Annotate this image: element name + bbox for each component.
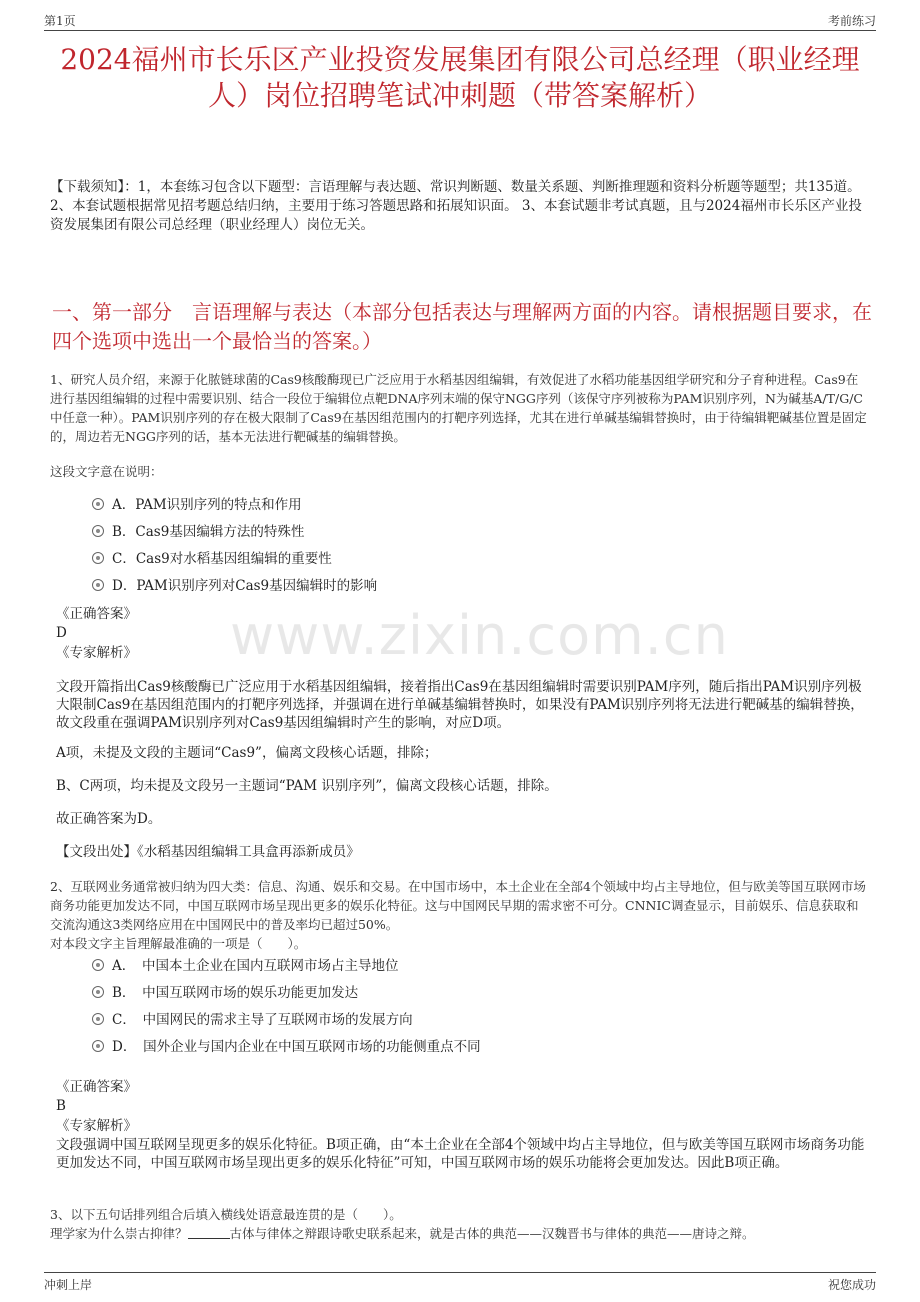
q1-option-c[interactable]: C．Cas9对水稻基因组编辑的重要性: [92, 550, 332, 568]
q1-analysis: 文段开篇指出Cas9核酸酶已广泛应用于水稻基因组编辑，接着指出Cas9在基因组编辑时需要识别PAM序列，随后指出PAM识别序列极大限制Cas9在基因组范围内的打靶序列选择，并强调在进行单碱基编辑替换时，如果没有PAM识别序列将无法进行靶碱基的编辑替换，故文段重在强调PAM识别序列对Cas9基因组编辑时产生的影响，对应D项。: [56, 679, 864, 731]
question-3-line: 理学家为什么崇古抑律？ 古体与律体之辩跟诗歌史联系起来，就是古体的典范——汉魏晋书与律体的典范——唐诗之辩。: [50, 1226, 755, 1241]
q1-answer: D: [56, 625, 67, 641]
q2-option-a[interactable]: A． 中国本土企业在国内互联网市场占主导地位: [92, 957, 399, 975]
q1-analysis-a: A项，未提及文段的主题词“Cas9”，偏离文段核心话题，排除；: [56, 745, 438, 761]
fill-blank[interactable]: [188, 1226, 230, 1239]
radio-icon[interactable]: [92, 525, 104, 537]
question-2-prompt: 对本段文字主旨理解最准确的一项是（ ）。: [50, 936, 307, 951]
q1-conclusion: 故正确答案为D。: [56, 811, 162, 827]
q1-analysis-label: 《专家解析》: [56, 645, 137, 661]
watermark: www.zixin.com.cn: [230, 604, 729, 667]
q2-option-b[interactable]: B． 中国互联网市场的娱乐功能更加发达: [92, 984, 358, 1002]
document-title: 2024福州市长乐区产业投资发展集团有限公司总经理（职业经理人）岗位招聘笔试冲刺题（带答案解析）: [60, 43, 860, 112]
q1-option-a[interactable]: A．PAM识别序列的特点和作用: [92, 496, 302, 514]
radio-icon[interactable]: [92, 986, 104, 998]
q1-analysis-bc: B、C两项，均未提及文段另一主题词“PAM 识别序列”，偏离文段核心话题，排除。: [56, 778, 558, 794]
radio-icon[interactable]: [92, 959, 104, 971]
q1-option-d[interactable]: D．PAM识别序列对Cas9基因编辑时的影响: [92, 577, 377, 595]
footer-left-label: 冲刺上岸: [44, 1278, 93, 1292]
q2-option-c[interactable]: C． 中国网民的需求主导了互联网市场的发展方向: [92, 1011, 413, 1029]
page-header: [44, 10, 876, 31]
question-1-prompt: 这段文字意在说明：: [50, 464, 163, 479]
question-2-stem: 2、互联网业务通常被归纳为四大类：信息、沟通、娱乐和交易。在中国市场中，本土企业在全部4个领域中均占主导地位，但与欧美等国互联网市场商务功能更加发达不同，中国互联网市场呈现出更多的娱乐化特征。这与中国网民早期的需求密不可分。CNNIC调查显示，目前娱乐、信息获取和交流沟通这3类网络应用在中国网民中的普及率均已超过50%。: [50, 879, 866, 932]
question-3-stem: 3、以下五句话排列组合后填入横线处语意最连贯的是（ ）。: [50, 1207, 402, 1222]
page-number: 第1页: [44, 14, 76, 28]
q2-analysis-label: 《专家解析》: [56, 1118, 137, 1134]
radio-icon[interactable]: [92, 1040, 104, 1052]
q2-answer-label: 《正确答案》: [56, 1079, 137, 1095]
radio-icon[interactable]: [92, 579, 104, 591]
section-heading: 一、第一部分 言语理解与表达（本部分包括表达与理解两方面的内容。请根据题目要求，在四个选项中选出一个最恰当的答案。）: [52, 300, 872, 353]
q1-answer-label: 《正确答案》: [56, 606, 137, 622]
download-notice: 【下载须知】：1，本套练习包含以下题型：言语理解与表达题、常识判断题、数量关系题、判断推理题和资料分析题等题型；共135道。 2、本套试题根据常见招考题总结归纳，主要用于练习答题思路和拓展知识面。 3、本套试题非考试真题，且与2024福州市长乐区产业投资发展集团有限公司总经理（职业经理人）岗位无关。: [50, 179, 862, 233]
page-footer: [44, 1272, 876, 1293]
header-label: 考前练习: [827, 14, 876, 28]
q1-source: 【文段出处】《水稻基因组编辑工具盒再添新成员》: [56, 844, 360, 860]
question-1-stem: 1、研究人员介绍，来源于化脓链球菌的Cas9核酸酶现已广泛应用于水稻基因组编辑，有效促进了水稻功能基因组学研究和分子育种进程。Cas9在进行基因组编辑的过程中需要识别、结合一段位于编辑位点靶DNA序列末端的保守NGG序列（该保守序列被称为PAM识别序列，N为碱基A/T/G/C中任意一种）。PAM识别序列的存在极大限制了Cas9在基因组范围内的打靶序列选择，尤其在进行单碱基编辑替换时，由于待编辑靶碱基位置是固定的，周边若无NGG序列的话，基本无法进行靶碱基的编辑替换。: [50, 372, 867, 444]
q2-analysis: 文段强调中国互联网呈现更多的娱乐化特征。B项正确，由“本土企业在全部4个领域中均占主导地位，但与欧美等国互联网市场商务功能更加发达不同，中国互联网市场呈现出更多的娱乐化特征”可知，中国互联网市场的娱乐功能将会更加发达。因此B项正确。: [56, 1137, 865, 1171]
q2-option-d[interactable]: D． 国外企业与国内企业在中国互联网市场的功能侧重点不同: [92, 1038, 481, 1056]
radio-icon[interactable]: [92, 1013, 104, 1025]
q1-option-b[interactable]: B．Cas9基因编辑方法的特殊性: [92, 523, 304, 541]
footer-right-label: 祝您成功: [827, 1278, 876, 1292]
q2-answer: B: [56, 1098, 66, 1114]
radio-icon[interactable]: [92, 498, 104, 510]
radio-icon[interactable]: [92, 552, 104, 564]
